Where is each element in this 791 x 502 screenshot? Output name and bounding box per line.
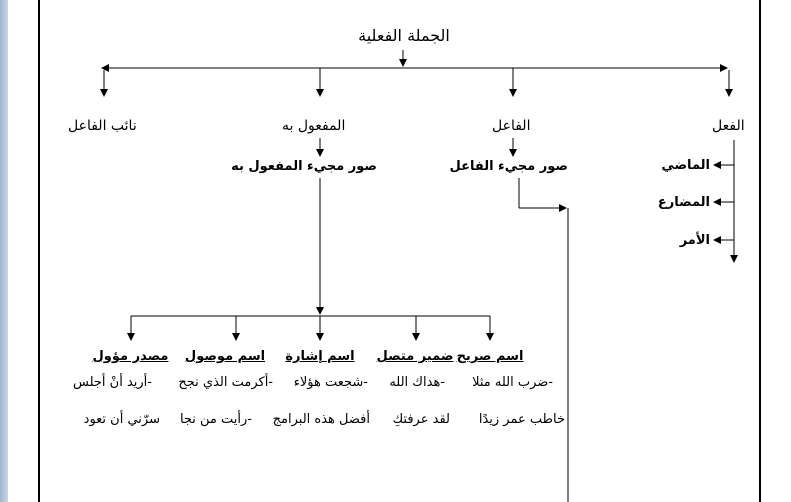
object-form-demonstrative: اسم إشارة [285, 349, 355, 364]
object-form-explicit-noun: اسم صريح [456, 349, 524, 364]
example-3-line-1: -شجعت هؤلاء [293, 375, 368, 390]
example-1-line-2: خاطب عمر زيدًا [478, 412, 565, 427]
branch-object: المفعول به [282, 118, 346, 134]
branch-verb: الفعل [712, 118, 745, 134]
example-5-line-2: سرّني أن تعود [83, 412, 160, 427]
example-2-line-1: -هداك الله [389, 375, 445, 390]
subject-forms-title: صور مجيء الفاعل [449, 159, 568, 174]
example-3-line-2: أفضل هذه البرامج [272, 412, 370, 427]
object-form-relative-noun: اسم موصول [184, 349, 266, 364]
verb-type-imperative: الأمر [679, 233, 710, 248]
verb-type-present: المضارع [657, 195, 710, 210]
example-4-line-2: -رأيت من نجا [179, 412, 252, 427]
verb-type-past: الماضي [661, 158, 710, 173]
example-1-line-1: -ضرب الله مثلا [472, 375, 553, 390]
object-forms-title: صور مجيء المفعول به [231, 159, 377, 174]
example-2-line-2: لقد عرفتكِ [392, 412, 450, 427]
example-5-line-1: -أريد أنْ أجلس [73, 375, 152, 390]
object-form-attached-pronoun: ضمير متصل [376, 349, 454, 364]
branch-deputy-subject: نائب الفاعل [68, 118, 137, 134]
branch-subject: الفاعل [492, 118, 531, 134]
example-4-line-1: -أكرمت الذي نجح [178, 375, 273, 390]
object-form-interpreted-infinitive: مصدر مؤول [92, 349, 169, 364]
diagram-title: الجملة الفعلية [358, 26, 450, 45]
